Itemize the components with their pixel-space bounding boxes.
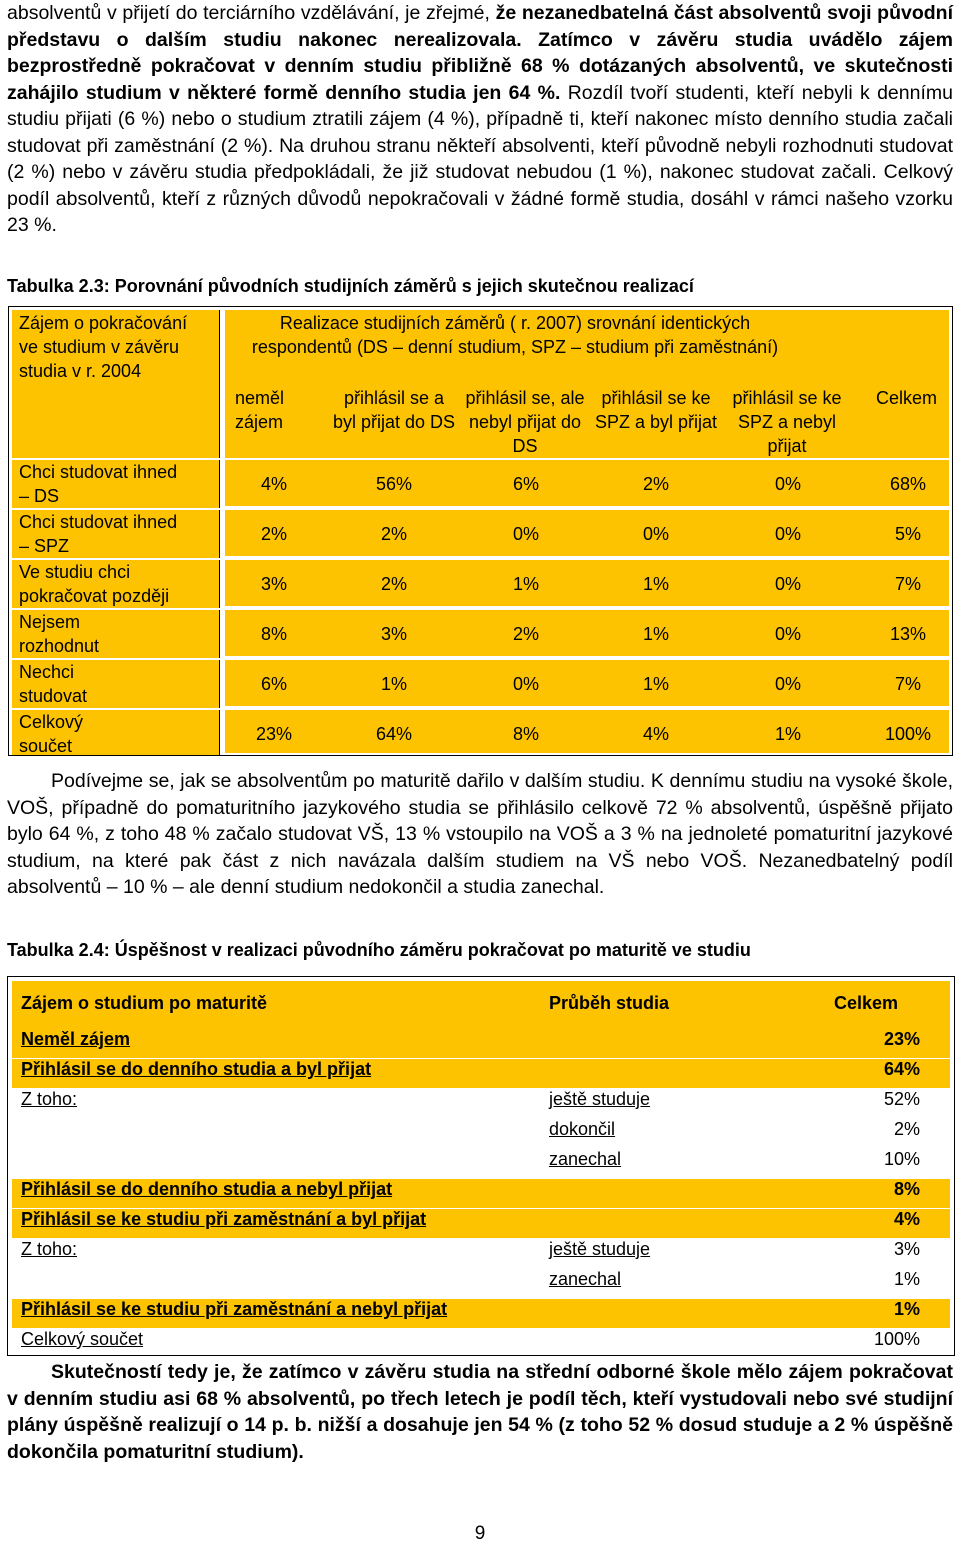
intro-text-a: absolventů v přijetí do terciárního vzdělávání, je zřejmé, xyxy=(7,2,496,24)
table-23-row-label: Chci studovat ihned – SPZ xyxy=(12,510,220,558)
table-23-header xyxy=(225,310,949,458)
table-24-cell: 2% xyxy=(893,1119,920,1139)
table-24-row xyxy=(12,1029,950,1058)
table-23-cell: 0% xyxy=(774,674,801,694)
table-24-cell: Neměl zájem xyxy=(21,1029,131,1049)
table-23-row-label: Nejsem rozhodnut xyxy=(12,610,220,658)
table-24-cell: ještě studuje xyxy=(549,1089,651,1109)
table-23-cell: 4% xyxy=(642,724,669,744)
intro-text-bold: že nezanedbatelná část absolventů svoji původní představu o dalším studiu nakonec nerealizovala. Zatímco v závěru studia uvádělo zájem bezprostředně pokračovat v denním studiu přibližně 68 % dotázaných absolventů, ve skutečnosti zahájilo studium v některé formě denního studia jen 64 %. xyxy=(7,2,953,104)
table-23-cell: 56% xyxy=(375,474,413,494)
table-23-cell: 2% xyxy=(642,474,669,494)
table-23-row-label: Nechci studovat xyxy=(12,660,220,708)
table-24-row xyxy=(12,1059,950,1088)
table-23-row-label: Celkový součet xyxy=(12,710,220,755)
table-24-row xyxy=(12,1179,950,1208)
table-24-cell: 100% xyxy=(873,1329,920,1349)
table-23-row-label: Ve studiu chci pokračovat později xyxy=(12,560,220,608)
table-23-cell: 100% xyxy=(884,724,932,744)
table-24-header-cell: Zájem o studium po maturitě xyxy=(21,993,268,1013)
table-24-row xyxy=(12,1089,950,1118)
table-23-row xyxy=(225,510,949,556)
table-23-cell: 2% xyxy=(260,524,287,544)
table-23-cell: 0% xyxy=(774,524,801,544)
table-23-cell: 68% xyxy=(889,474,927,494)
table-24-cell: ještě studuje xyxy=(549,1239,651,1259)
table-24-header-cell: Průběh studia xyxy=(549,993,670,1013)
table-23-cell: 3% xyxy=(260,574,287,594)
table-24-cell: 1% xyxy=(893,1299,920,1319)
table-23-row xyxy=(225,710,949,753)
table-23-cell: 1% xyxy=(642,574,669,594)
table-24-cell: 8% xyxy=(893,1179,920,1199)
table-24 xyxy=(7,976,955,1356)
table-23-cell: 0% xyxy=(512,674,539,694)
table-23-row xyxy=(225,660,949,706)
table-23-cell: 7% xyxy=(894,674,921,694)
table-24-caption: Tabulka 2.4: Úspěšnost v realizaci původního záměru pokračovat po maturitě ve studiu xyxy=(7,940,751,960)
table-24-cell: zanechal xyxy=(549,1149,622,1169)
table-23-cell: 23% xyxy=(255,724,293,744)
table-23-row-labels xyxy=(12,310,220,756)
table-24-header-cell: Celkem xyxy=(833,993,898,1013)
table-23-cell: 13% xyxy=(889,624,927,644)
table-23-col-header: přihlásil se a byl přijat do DS xyxy=(332,388,456,432)
table-23-caption: Tabulka 2.3: Porovnání původních studijních záměrů s jejich skutečnou realizací xyxy=(7,276,694,296)
table-23-row-label: Chci studovat ihned – DS xyxy=(12,460,220,508)
table-24-row xyxy=(12,1329,950,1353)
table-23-header-title: Realizace studijních záměrů ( r. 2007) srovnání identických respondentů (DS – denní studium, SPZ – studium při zaměstnání) xyxy=(251,313,779,357)
table-23-cell: 0% xyxy=(774,624,801,644)
table-24-row xyxy=(12,1299,950,1328)
table-24-cell: Přihlásil se do denního studia a nebyl přijat xyxy=(21,1179,393,1199)
table-23-col-header: přihlásil se, ale nebyl přijat do DS xyxy=(465,388,585,456)
table-23-cell: 64% xyxy=(375,724,413,744)
table-23-cell: 1% xyxy=(380,674,407,694)
table-23-cell: 0% xyxy=(774,574,801,594)
table-23-col-header: Celkem xyxy=(875,388,937,408)
table-24-row xyxy=(12,1149,950,1178)
table-23-cell: 7% xyxy=(894,574,921,594)
table-23-col-header: přihlásil se ke SPZ a byl přijat xyxy=(594,388,718,432)
table-24-cell: 23% xyxy=(883,1029,920,1049)
table-24-header-row xyxy=(12,981,950,1029)
table-23-cell: 0% xyxy=(774,474,801,494)
middle-paragraph: Podívejme se, jak se absolventům po maturitě dařilo v dalším studiu. K dennímu studiu na vysoké škole, VOŠ, případně do pomaturitního jazykového studia se přihlásilo celkově 72 % absolventů, úspěšně přijato bylo 64 %, z toho 48 % začalo studovat VŠ, 13 % vstoupilo na VOŠ a 3 % na jednoleté pomaturitní jazykové studium, na které pak část z nich navázala dalším studiem na VŠ nebo VOŠ. Nezanedbatelný podíl absolventů – 10 % – ale denní studium nedokončil a studia zanechal. xyxy=(7,770,953,898)
table-24-cell: 1% xyxy=(893,1269,920,1289)
table-23-cell: 2% xyxy=(380,524,407,544)
table-24-cell: 4% xyxy=(893,1209,920,1229)
table-24-cell: Z toho: xyxy=(21,1089,78,1109)
intro-text-c: Rozdíl tvoří studenti, kteří nebyli k dennímu studiu přijati (6 %) nebo o studium ztratili zájem (4 %), případně ti, kteří nakonec místo denního studia začali studovat při zaměstnání (2 %). Na druhou stranu někteří absolventi, kteří původně nebyli rozhodnuti studovat (2 %) nebo v závěru studia předpokládali, že již studovat nebudou (1 %), nakonec studovat začali. Celkový podíl absolventů, kteří z různých důvodů nepokračovali v žádné formě studia, dosáhl v rámci našeho vzorku 23 %. xyxy=(7,81,953,236)
table-24-cell: 10% xyxy=(883,1149,920,1169)
table-23-cell: 8% xyxy=(512,724,539,744)
table-23-cell: 1% xyxy=(774,724,801,744)
table-24-cell: Přihlásil se ke studiu při zaměstnání a byl přijat xyxy=(21,1209,427,1229)
conclusion-paragraph: Skutečností tedy je, že zatímco v závěru studia na střední odborné škole mělo zájem pokračovat v denním studiu asi 68 % absolventů, po třech letech je podíl těch, kteří vystudovali nebo své studijní plány úspěšně realizují o 14 p. b. nižší a dosahuje jen 54 % (z toho 52 % dosud studuje a 2 % úspěšně dokončila pomaturitní studium). xyxy=(7,1361,953,1463)
table-23-cell: 1% xyxy=(642,624,669,644)
table-23-corner: Zájem o pokračování ve studium v závěru studia v r. 2004 xyxy=(12,310,220,458)
table-23-col-header: neměl zájem xyxy=(235,388,285,432)
table-23-cell: 4% xyxy=(260,474,287,494)
page-number: 9 xyxy=(474,1523,486,1544)
table-24-row xyxy=(12,1239,950,1268)
table-23-cell: 0% xyxy=(642,524,669,544)
table-24-cell: Přihlásil se ke studiu při zaměstnání a nebyl přijat xyxy=(21,1299,448,1319)
table-23-row xyxy=(225,460,949,506)
table-23-cell: 3% xyxy=(380,624,407,644)
table-23-row xyxy=(225,560,949,606)
table-23-cell: 2% xyxy=(380,574,407,594)
table-24-cell: dokončil xyxy=(549,1119,616,1139)
table-23-cell: 0% xyxy=(512,524,539,544)
table-24-cell: 52% xyxy=(883,1089,920,1109)
table-23-cell: 5% xyxy=(894,524,921,544)
intro-paragraph xyxy=(7,0,953,239)
table-24-row xyxy=(12,1209,950,1238)
table-24-row xyxy=(12,1269,950,1298)
table-24-cell: zanechal xyxy=(549,1269,622,1289)
table-24-cell: Z toho: xyxy=(21,1239,78,1259)
table-23-cell: 1% xyxy=(642,674,669,694)
table-23-cell: 1% xyxy=(512,574,539,594)
table-24-cell: Přihlásil se do denního studia a byl přijat xyxy=(21,1059,372,1079)
table-23-col-header: přihlásil se ke SPZ a nebyl přijat xyxy=(732,388,842,456)
table-24-cell: 3% xyxy=(893,1239,920,1259)
table-23-cell: 8% xyxy=(260,624,287,644)
table-23-cell: 6% xyxy=(512,474,539,494)
table-23-row xyxy=(225,610,949,656)
table-23-cell: 2% xyxy=(512,624,539,644)
table-24-cell: Celkový součet xyxy=(21,1329,144,1349)
table-23-cell: 6% xyxy=(260,674,287,694)
table-24-cell: 64% xyxy=(883,1059,920,1079)
table-24-row xyxy=(12,1119,950,1148)
table-23 xyxy=(8,306,953,756)
